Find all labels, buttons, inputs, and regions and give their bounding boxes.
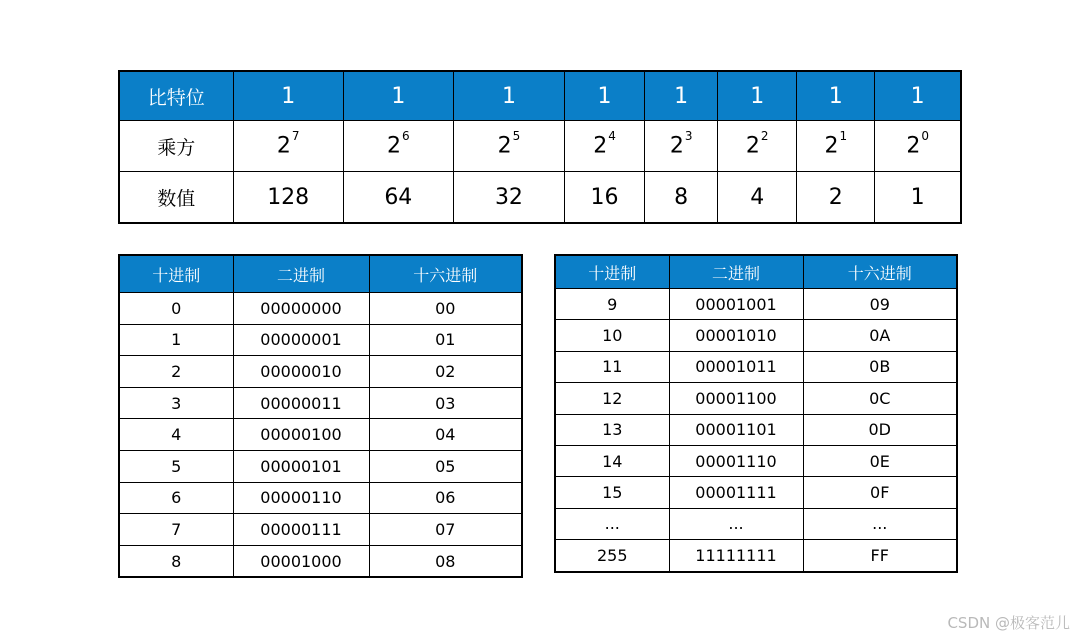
table-row bbox=[119, 450, 522, 482]
value-cell: 64 bbox=[343, 172, 453, 224]
table-row bbox=[119, 419, 522, 451]
binary-cell: ... bbox=[669, 508, 803, 539]
table-row bbox=[119, 387, 522, 419]
table-row bbox=[555, 320, 957, 351]
hex-cell: FF bbox=[803, 540, 957, 572]
hex-header: 十六进制 bbox=[803, 255, 957, 289]
binary-cell: 00000001 bbox=[233, 324, 369, 356]
table-row bbox=[119, 482, 522, 514]
decimal-cell: 4 bbox=[119, 419, 233, 451]
table-row bbox=[119, 356, 522, 388]
conversion-table-right bbox=[554, 254, 958, 573]
bit-cell: 1 bbox=[343, 71, 453, 121]
decimal-cell: 6 bbox=[119, 482, 233, 514]
table-row bbox=[555, 383, 957, 414]
hex-cell: 07 bbox=[369, 514, 522, 546]
binary-header: 二进制 bbox=[669, 255, 803, 289]
decimal-cell: 1 bbox=[119, 324, 233, 356]
bit-weight-table bbox=[118, 70, 962, 224]
binary-cell: 00001010 bbox=[669, 320, 803, 351]
value-row-label: 数值 bbox=[119, 172, 233, 224]
power-row-label: 乘方 bbox=[119, 121, 233, 172]
binary-cell: 00001011 bbox=[669, 351, 803, 382]
table-row bbox=[119, 293, 522, 325]
power-cell: $2^7$ bbox=[233, 121, 343, 172]
bit-cell: 1 bbox=[875, 71, 961, 121]
table-row bbox=[555, 508, 957, 539]
hex-cell: 0F bbox=[803, 477, 957, 508]
binary-cell: 00001000 bbox=[233, 545, 369, 577]
decimal-cell: 12 bbox=[555, 383, 669, 414]
conversion-header-row bbox=[555, 255, 957, 289]
hex-cell: 02 bbox=[369, 356, 522, 388]
conversion-header-row bbox=[119, 255, 522, 293]
bit-cell: 1 bbox=[645, 71, 718, 121]
watermark: CSDN @极客范儿 bbox=[947, 614, 1070, 632]
power-cell: $2^3$ bbox=[645, 121, 718, 172]
decimal-cell: 13 bbox=[555, 414, 669, 445]
value-cell: 1 bbox=[875, 172, 961, 224]
binary-cell: 00000100 bbox=[233, 419, 369, 451]
binary-header: 二进制 bbox=[233, 255, 369, 293]
value-row bbox=[119, 172, 961, 224]
hex-cell: 0E bbox=[803, 445, 957, 476]
bit-row-label: 比特位 bbox=[119, 71, 233, 121]
power-cell: $2^1$ bbox=[797, 121, 875, 172]
table-row bbox=[555, 289, 957, 320]
power-cell: $2^2$ bbox=[718, 121, 797, 172]
binary-cell: 00001110 bbox=[669, 445, 803, 476]
table-row bbox=[119, 324, 522, 356]
decimal-cell: 0 bbox=[119, 293, 233, 325]
decimal-cell: 7 bbox=[119, 514, 233, 546]
decimal-cell: 14 bbox=[555, 445, 669, 476]
decimal-cell: 15 bbox=[555, 477, 669, 508]
bit-cell: 1 bbox=[453, 71, 564, 121]
binary-cell: 00001101 bbox=[669, 414, 803, 445]
hex-cell: 03 bbox=[369, 387, 522, 419]
power-cell: $2^0$ bbox=[875, 121, 961, 172]
hex-cell: 01 bbox=[369, 324, 522, 356]
power-cell: $2^4$ bbox=[565, 121, 645, 172]
decimal-cell: 8 bbox=[119, 545, 233, 577]
value-cell: 16 bbox=[565, 172, 645, 224]
binary-cell: 00001111 bbox=[669, 477, 803, 508]
binary-cell: 11111111 bbox=[669, 540, 803, 572]
hex-cell: 06 bbox=[369, 482, 522, 514]
binary-cell: 00001100 bbox=[669, 383, 803, 414]
hex-cell: 09 bbox=[803, 289, 957, 320]
bit-header-row bbox=[119, 71, 961, 121]
hex-cell: 0C bbox=[803, 383, 957, 414]
table-row bbox=[119, 545, 522, 577]
decimal-header: 十进制 bbox=[555, 255, 669, 289]
value-cell: 32 bbox=[453, 172, 564, 224]
hex-cell: 08 bbox=[369, 545, 522, 577]
hex-cell: 00 bbox=[369, 293, 522, 325]
table-row bbox=[555, 445, 957, 476]
decimal-cell: 5 bbox=[119, 450, 233, 482]
binary-cell: 00000000 bbox=[233, 293, 369, 325]
table-row bbox=[555, 540, 957, 572]
table-row bbox=[119, 514, 522, 546]
binary-cell: 00000101 bbox=[233, 450, 369, 482]
decimal-cell: 2 bbox=[119, 356, 233, 388]
value-cell: 8 bbox=[645, 172, 718, 224]
value-cell: 128 bbox=[233, 172, 343, 224]
hex-cell: ... bbox=[803, 508, 957, 539]
power-cell: $2^6$ bbox=[343, 121, 453, 172]
bit-cell: 1 bbox=[233, 71, 343, 121]
decimal-header: 十进制 bbox=[119, 255, 233, 293]
table-row bbox=[555, 351, 957, 382]
value-cell: 4 bbox=[718, 172, 797, 224]
bit-cell: 1 bbox=[565, 71, 645, 121]
decimal-cell: ... bbox=[555, 508, 669, 539]
power-row bbox=[119, 121, 961, 172]
decimal-cell: 10 bbox=[555, 320, 669, 351]
bit-cell: 1 bbox=[718, 71, 797, 121]
binary-cell: 00000110 bbox=[233, 482, 369, 514]
value-cell: 2 bbox=[797, 172, 875, 224]
decimal-cell: 11 bbox=[555, 351, 669, 382]
decimal-cell: 3 bbox=[119, 387, 233, 419]
table-row bbox=[555, 477, 957, 508]
decimal-cell: 255 bbox=[555, 540, 669, 572]
hex-cell: 0A bbox=[803, 320, 957, 351]
hex-cell: 0D bbox=[803, 414, 957, 445]
hex-cell: 0B bbox=[803, 351, 957, 382]
bit-cell: 1 bbox=[797, 71, 875, 121]
table-row bbox=[555, 414, 957, 445]
binary-cell: 00000010 bbox=[233, 356, 369, 388]
power-cell: $2^5$ bbox=[453, 121, 564, 172]
hex-cell: 04 bbox=[369, 419, 522, 451]
binary-cell: 00001001 bbox=[669, 289, 803, 320]
binary-cell: 00000011 bbox=[233, 387, 369, 419]
conversion-table-left bbox=[118, 254, 523, 578]
hex-header: 十六进制 bbox=[369, 255, 522, 293]
binary-cell: 00000111 bbox=[233, 514, 369, 546]
decimal-cell: 9 bbox=[555, 289, 669, 320]
hex-cell: 05 bbox=[369, 450, 522, 482]
